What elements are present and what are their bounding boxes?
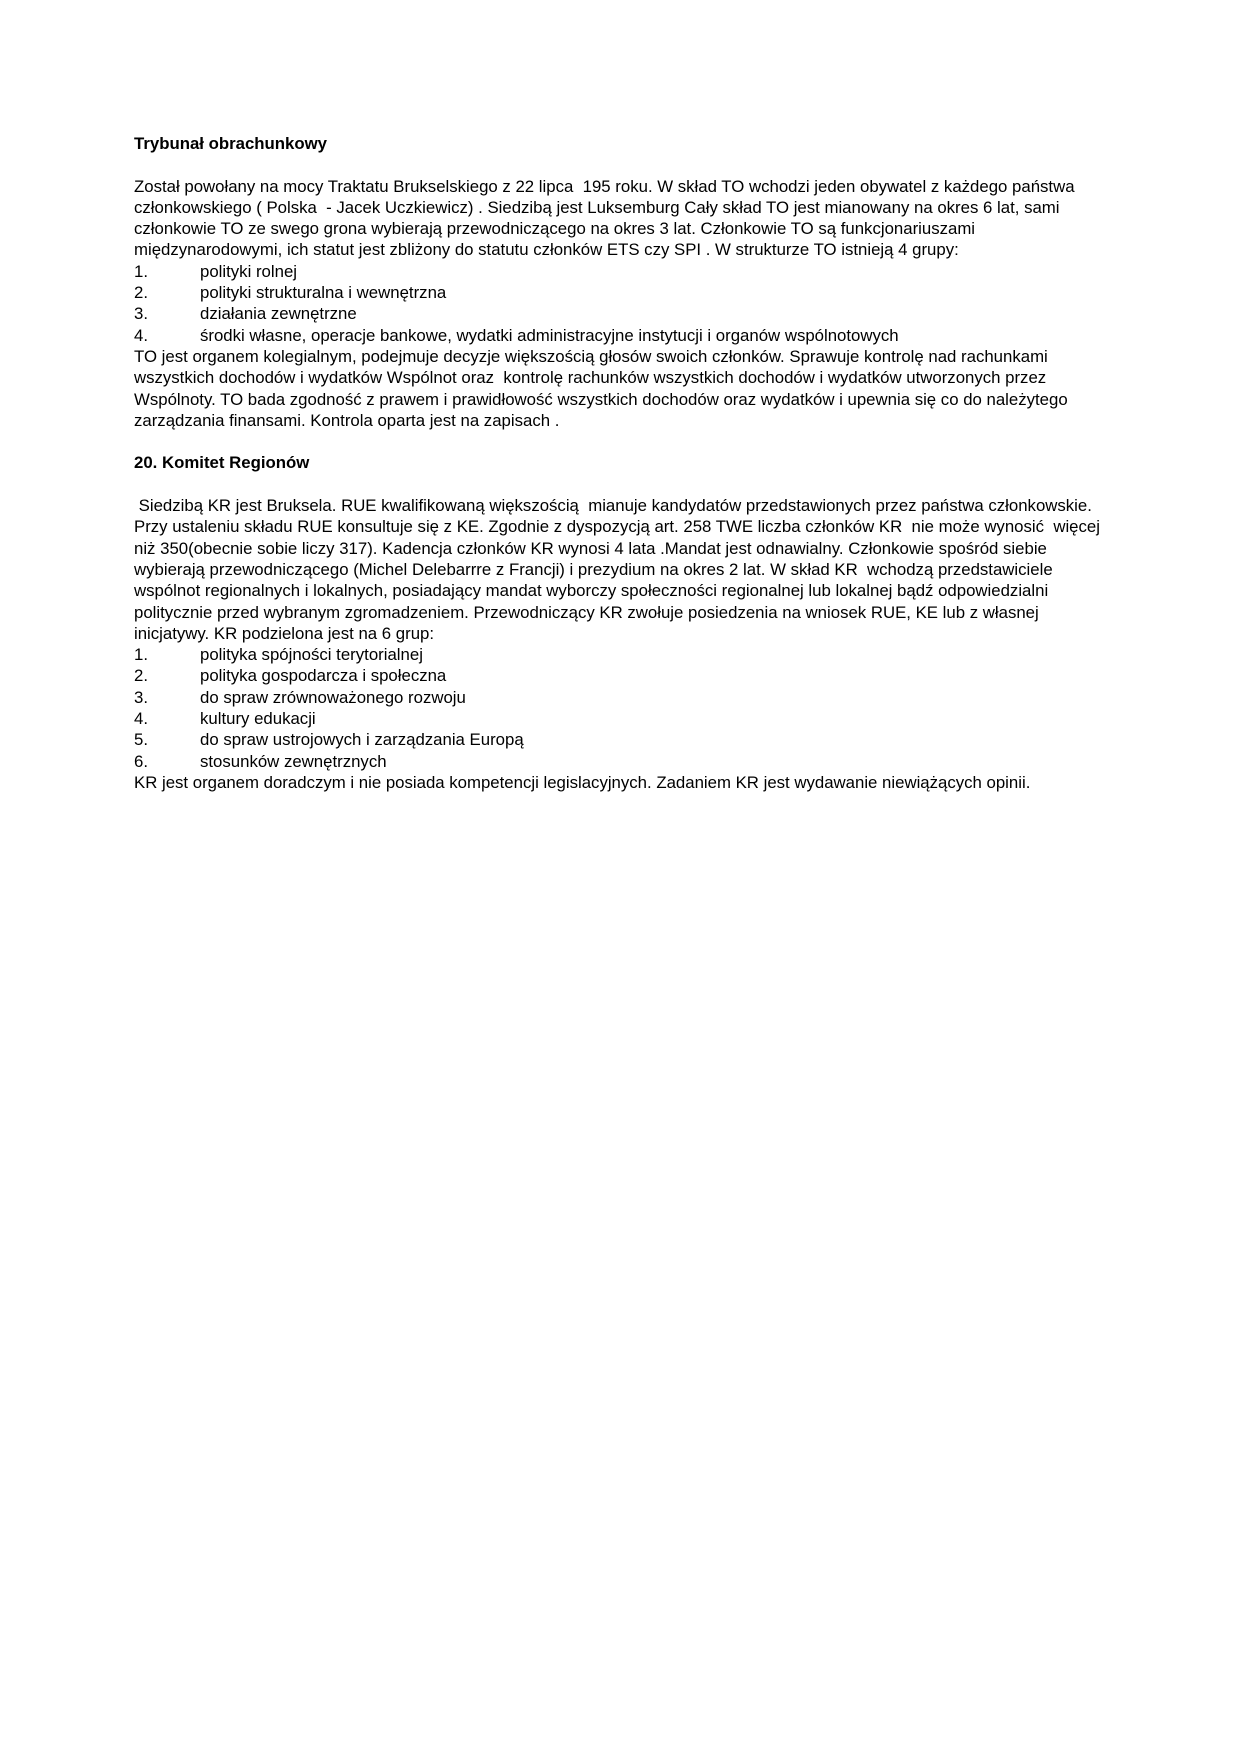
section-court-of-auditors <box>134 133 1110 431</box>
list-item-number: 3. <box>134 304 148 324</box>
list-item-text: do spraw ustrojowych i zarządzania Europą <box>200 730 524 750</box>
list-item-number: 6. <box>134 751 148 771</box>
list-item <box>134 261 1110 282</box>
paragraph: Siedzibą KR jest Bruksela. RUE kwalifikowaną większością mianuje kandydatów przedstawionych przez państwa członkowskie. Przy ustaleniu składu RUE konsultuje się z KE. Zgodnie z dyspozycją art. 258 TWE liczba członków KR nie może wynosić więcej niż 350(obecnie sobie liczy 317). Kadencja członków KR wynosi 4 lata .Mandat jest odnawialny. Członkowie spośród siebie wybierają przewodniczącego (Michel Delebarrre z Francji) i prezydium na okres 2 lat. W skład KR wchodzą przedstawiciele wspólnot regionalnych i lokalnych, posiadający mandat wyborczy społeczności regionalnej lub lokalnej bądź odpowiedzialni politycznie przed wybranym zgromadzeniem. Przewodniczący KR zwołuje posiedzenia na wniosek RUE, KE lub z własnej inicjatywy. KR podzielona jest na 6 grup: <box>134 496 1105 643</box>
list-item-text: środki własne, operacje bankowe, wydatki administracyjne instytucji i organów wspólnotowych <box>200 325 899 345</box>
list-item <box>134 644 1110 665</box>
list-item-text: polityki rolnej <box>200 261 298 281</box>
section-heading: Trybunał obrachunkowy <box>134 134 328 153</box>
list-item <box>134 751 1110 772</box>
paragraph: TO jest organem kolegialnym, podejmuje decyzje większością głosów swoich członków. Sprawuje kontrolę nad rachunkami wszystkich dochodów i wydatków Wspólnot oraz kontrolę rachunków wszystkich dochodów i wydatków utworzonych przez Wspólnoty. TO bada zgodność z prawem i prawidłowość wszystkich dochodów oraz wydatków i upewnia się co do należytego zarządzania finansami. Kontrola oparta jest na zapisach . <box>134 346 1073 430</box>
section-committee-of-regions <box>134 452 1110 793</box>
list-item <box>134 665 1110 686</box>
list-item-number: 4. <box>134 709 148 729</box>
list-item-text: kultury edukacji <box>200 709 316 729</box>
list-item <box>134 303 1110 324</box>
list-item <box>134 687 1110 708</box>
list-item-text: polityki strukturalna i wewnętrzna <box>200 283 447 303</box>
numbered-list <box>134 261 1110 346</box>
list-item <box>134 708 1110 729</box>
list-item-text: działania zewnętrzne <box>200 304 357 324</box>
list-item-text: polityka gospodarcza i społeczna <box>200 666 447 686</box>
list-item-text: do spraw zrównoważonego rozwoju <box>200 687 466 707</box>
list-item-number: 2. <box>134 283 148 303</box>
list-item-text: polityka spójności terytorialnej <box>200 645 423 665</box>
list-item-number: 2. <box>134 666 148 686</box>
list-item-number: 1. <box>134 645 148 665</box>
numbered-list <box>134 644 1110 772</box>
paragraph: KR jest organem doradczym i nie posiada kompetencji legislacyjnych. Zadaniem KR jest wydawanie niewiążących opinii. <box>134 772 1031 792</box>
list-item-number: 4. <box>134 325 148 345</box>
list-item <box>134 325 1110 346</box>
list-item-number: 1. <box>134 261 148 281</box>
list-item-number: 3. <box>134 687 148 707</box>
list-item <box>134 282 1110 303</box>
paragraph: Został powołany na mocy Traktatu Brukselskiego z 22 lipca 195 roku. W skład TO wchodzi jeden obywatel z każdego państwa członkowskiego ( Polska - Jacek Uczkiewicz) . Siedzibą jest Luksemburg Cały skład TO jest mianowany na okres 6 lat, sami członkowie TO ze swego grona wybierają przewodniczącego na okres 3 lat. Członkowie TO są funkcjonariuszami międzynarodowymi, ich statut jest zbliżony do statutu członków ETS czy SPI . W strukturze TO istnieją 4 grupy: <box>134 176 1080 260</box>
list-item-text: stosunków zewnętrznych <box>200 751 387 771</box>
section-heading: 20. Komitet Regionów <box>134 453 310 473</box>
list-item-number: 5. <box>134 730 148 750</box>
list-item <box>134 729 1110 750</box>
